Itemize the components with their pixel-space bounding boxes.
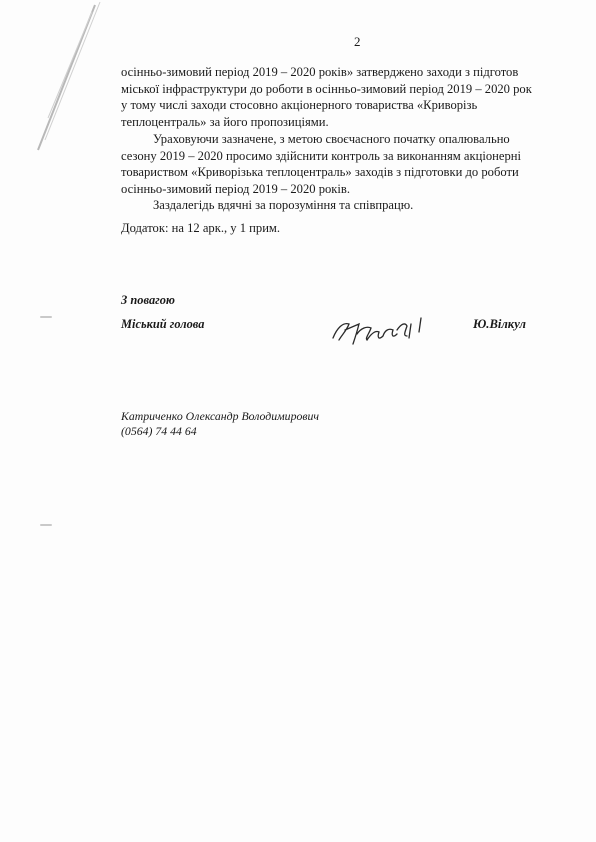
- signer-position: Міський голова: [121, 317, 205, 331]
- page-number: 2: [354, 34, 361, 49]
- text-line: осінньо-зимовий період 2019 – 2020 років» затверджено заходи з підготов: [121, 65, 519, 79]
- signer-name: Ю.Вілкул: [473, 317, 526, 331]
- text-line: міської інфраструктури до роботи в осінньо-зимовий період 2019 – 2020 рок: [121, 81, 532, 96]
- text-line: Додаток: на 12 арк., у 1 прим.: [121, 221, 281, 235]
- text-line: теплоцентраль» за його пропозиціями.: [121, 114, 329, 129]
- punch-mark: [40, 316, 52, 318]
- text-line: сезону 2019 – 2020 просимо здійснити контроль за виконанням акціонерні: [121, 148, 522, 163]
- contact-phone: (0564) 74 44 64: [121, 424, 197, 438]
- attachment-note: [121, 220, 596, 237]
- paragraph-2: [121, 131, 596, 197]
- text-line: осінньо-зимовий період 2019 – 2020 років.: [121, 181, 351, 196]
- paragraph-3: [121, 197, 596, 214]
- text-line: товариством «Криворізька теплоцентраль» заходів з підготовки до роботи: [121, 165, 519, 179]
- closing-greeting: З повагою: [121, 293, 175, 307]
- paragraph-1: [121, 64, 596, 130]
- contact-name: Катриченко Олександр Володимирович: [121, 409, 320, 423]
- text-line: у тому числі заходи стосовно акціонерного товариства «Криворізь: [121, 98, 478, 112]
- text-line: Ураховуючи зазначене, з метою своєчасного початку опалювально: [153, 132, 510, 146]
- punch-mark: [40, 524, 52, 526]
- scan-streak: [0, 0, 120, 160]
- text-line: Заздалегідь вдячні за порозуміння та співпрацю.: [153, 198, 414, 212]
- signature: [327, 310, 439, 352]
